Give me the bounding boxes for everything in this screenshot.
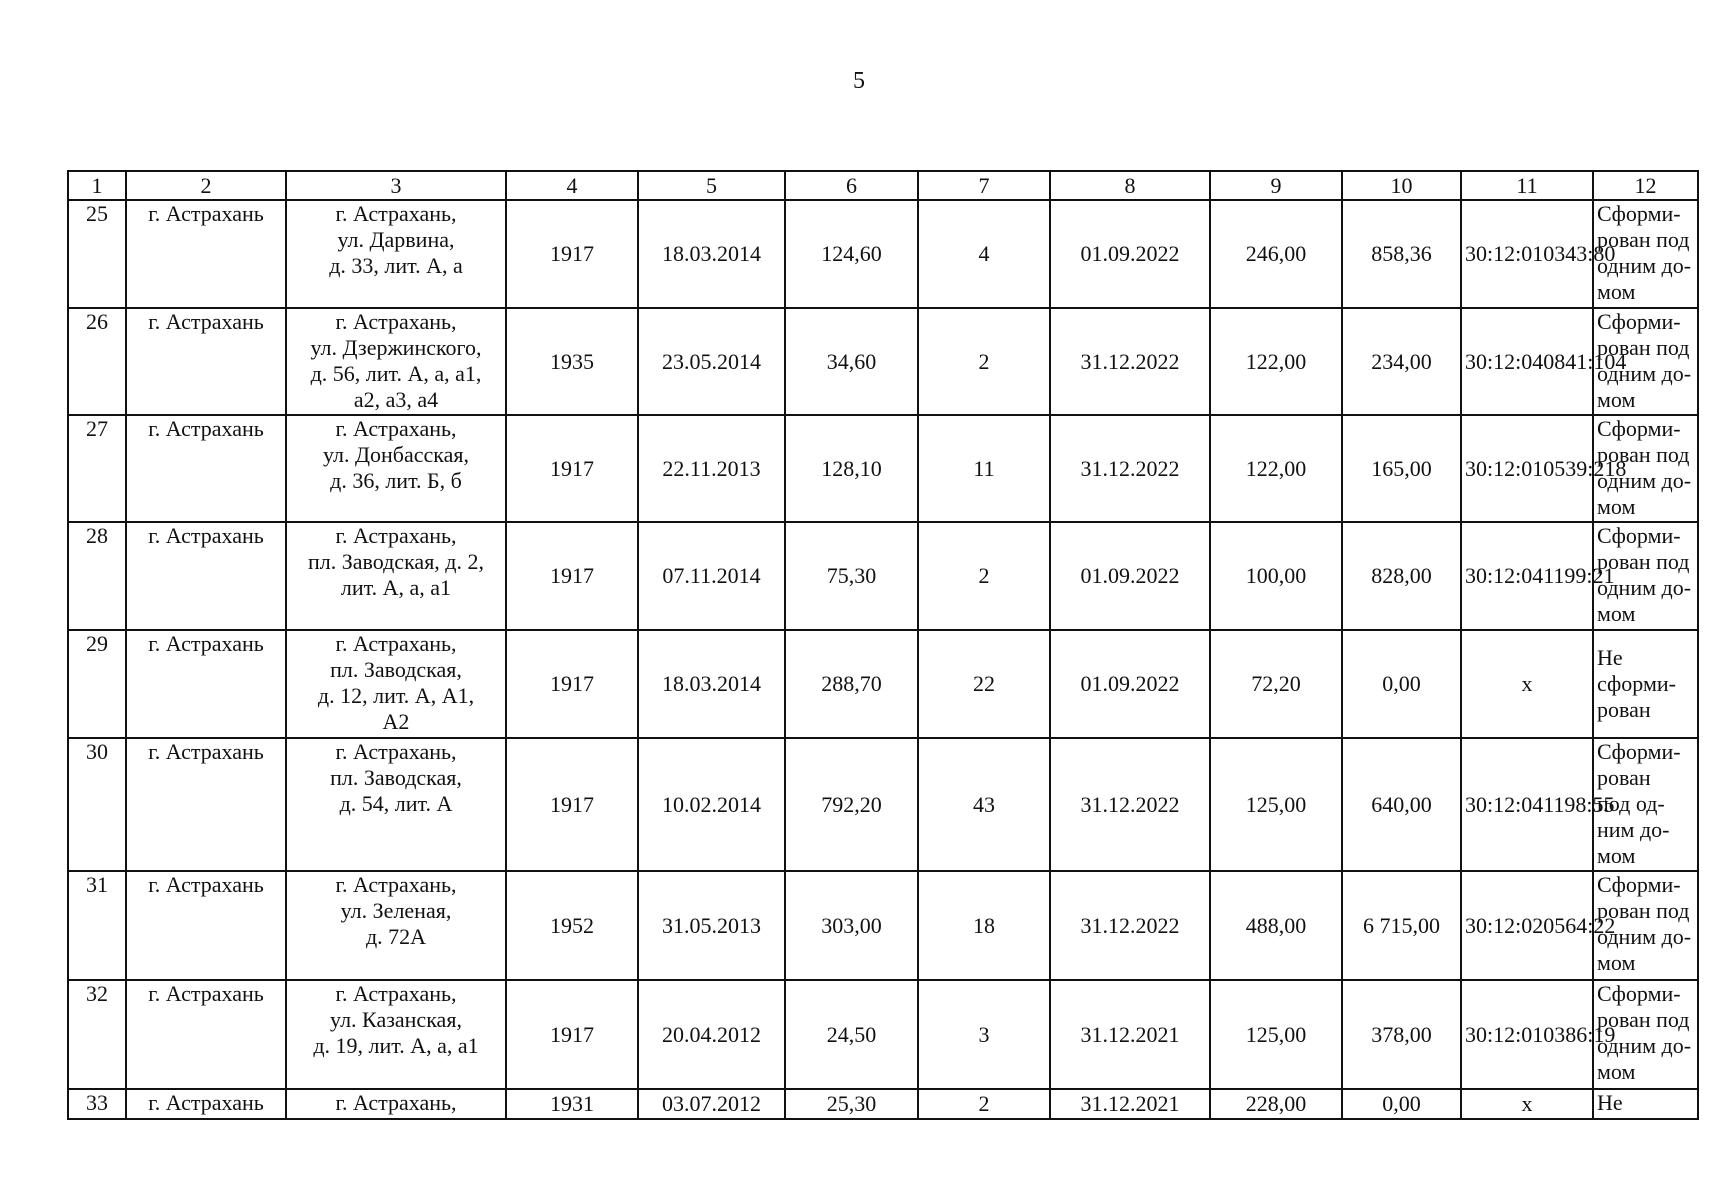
col10-cell: 378,00	[1342, 980, 1461, 1089]
date-cell: 03.07.2012	[638, 1089, 785, 1119]
address-line: д. 33, лит. А, а	[329, 253, 463, 278]
status-line: мом	[1597, 843, 1636, 868]
col10-cell: 234,00	[1342, 308, 1461, 415]
status-line: под од-	[1597, 791, 1665, 816]
address-cell	[286, 871, 506, 980]
deadline-cell: 31.12.2022	[1050, 308, 1210, 415]
col9-cell: 246,00	[1210, 200, 1342, 308]
row-number: 30	[68, 738, 126, 871]
address-line: г. Астрахань,	[335, 201, 457, 226]
status-line: Сформи-	[1597, 739, 1681, 764]
column-header: 7	[918, 171, 1050, 200]
city-cell: г. Астрахань	[126, 871, 286, 980]
year-cell: 1917	[506, 415, 638, 522]
status-line: Сформи-	[1597, 872, 1681, 897]
status-line: одним до-	[1597, 361, 1692, 386]
area-cell: 25,30	[785, 1089, 918, 1119]
year-cell: 1917	[506, 980, 638, 1089]
column-header: 4	[506, 171, 638, 200]
col10-cell: 0,00	[1342, 630, 1461, 738]
row-number: 29	[68, 630, 126, 738]
column-header: 8	[1050, 171, 1210, 200]
status-line: Сформи-	[1597, 981, 1681, 1006]
cadastral-cell: х	[1461, 630, 1593, 738]
address-line: г. Астрахань,	[335, 416, 457, 441]
persons-cell: 11	[918, 415, 1050, 522]
persons-cell: 2	[918, 308, 1050, 415]
status-line: рован под	[1597, 1007, 1690, 1032]
table-row-partial	[68, 1089, 1698, 1119]
year-cell: 1917	[506, 630, 638, 738]
col9-cell: 228,00	[1210, 1089, 1342, 1119]
cadastral-cell: 30:12:041199:21	[1461, 522, 1593, 630]
year-cell: 1917	[506, 738, 638, 871]
status-line: одним до-	[1597, 253, 1692, 278]
cadastral-cell: 30:12:010539:218	[1461, 415, 1593, 522]
city-cell: г. Астрахань	[126, 200, 286, 308]
status-line: рован под	[1597, 227, 1690, 252]
address-line: г. Астрахань,	[335, 523, 457, 548]
status-line: Сформи-	[1597, 201, 1681, 226]
address-line: г. Астрахань,	[335, 872, 457, 897]
status-line: Сформи-	[1597, 523, 1681, 548]
status-line: одним до-	[1597, 468, 1692, 493]
status-line: Сформи-	[1597, 416, 1681, 441]
city-cell: г. Астрахань	[126, 415, 286, 522]
area-cell: 792,20	[785, 738, 918, 871]
cadastral-cell: 30:12:010386:19	[1461, 980, 1593, 1089]
row-number: 26	[68, 308, 126, 415]
cadastral-cell: 30:12:010343:80	[1461, 200, 1593, 308]
address-cell	[286, 200, 506, 308]
status-line: одним до-	[1597, 575, 1692, 600]
row-number: 28	[68, 522, 126, 630]
area-cell: 288,70	[785, 630, 918, 738]
city-cell: г. Астрахань	[126, 980, 286, 1089]
status-line: рован под	[1597, 335, 1690, 360]
area-cell: 24,50	[785, 980, 918, 1089]
col9-cell: 125,00	[1210, 980, 1342, 1089]
status-cell	[1593, 738, 1698, 871]
status-line: Сформи-	[1597, 309, 1681, 334]
status-line: мом	[1597, 601, 1636, 626]
status-cell	[1593, 522, 1698, 630]
row-number: 31	[68, 871, 126, 980]
deadline-cell: 31.12.2022	[1050, 871, 1210, 980]
date-cell: 10.02.2014	[638, 738, 785, 871]
address-line: пл. Заводская,	[330, 765, 462, 790]
col10-cell: 6 715,00	[1342, 871, 1461, 980]
year-cell: 1931	[506, 1089, 638, 1119]
city-cell: г. Астрахань	[126, 630, 286, 738]
persons-cell: 2	[918, 1089, 1050, 1119]
status-line: ним до-	[1597, 817, 1670, 842]
col10-cell: 858,36	[1342, 200, 1461, 308]
col10-cell: 165,00	[1342, 415, 1461, 522]
status-cell	[1593, 630, 1698, 738]
status-line: рован под	[1597, 549, 1690, 574]
deadline-cell: 31.12.2022	[1050, 738, 1210, 871]
status-line: мом	[1597, 1059, 1636, 1084]
column-header: 10	[1342, 171, 1461, 200]
year-cell: 1917	[506, 200, 638, 308]
status-line: мом	[1597, 494, 1636, 519]
deadline-cell: 31.12.2022	[1050, 415, 1210, 522]
date-cell: 20.04.2012	[638, 980, 785, 1089]
year-cell: 1952	[506, 871, 638, 980]
persons-cell: 2	[918, 522, 1050, 630]
register-table	[67, 170, 1699, 1120]
address-cell	[286, 980, 506, 1089]
address-line: г. Астрахань,	[335, 981, 457, 1006]
col9-cell: 122,00	[1210, 415, 1342, 522]
column-header: 9	[1210, 171, 1342, 200]
column-number-row	[68, 171, 1698, 200]
area-cell: 34,60	[785, 308, 918, 415]
column-header: 5	[638, 171, 785, 200]
status-line: мом	[1597, 950, 1636, 975]
cadastral-cell: х	[1461, 1089, 1593, 1119]
address-line: г. Астрахань,	[335, 631, 457, 656]
status-line: мом	[1597, 387, 1636, 412]
address-line: лит. А, а, а1	[340, 575, 452, 600]
persons-cell: 18	[918, 871, 1050, 980]
status-line: рован под	[1597, 442, 1690, 467]
column-header: 1	[68, 171, 126, 200]
area-cell: 303,00	[785, 871, 918, 980]
deadline-cell: 31.12.2021	[1050, 1089, 1210, 1119]
address-cell	[286, 630, 506, 738]
col10-cell: 0,00	[1342, 1089, 1461, 1119]
city-cell: г. Астрахань	[126, 1089, 286, 1119]
table-row	[68, 200, 1698, 308]
col9-cell: 122,00	[1210, 308, 1342, 415]
address-line: пл. Заводская,	[330, 657, 462, 682]
cadastral-cell: 30:12:041198:55	[1461, 738, 1593, 871]
address-cell	[286, 308, 506, 415]
year-cell: 1935	[506, 308, 638, 415]
address-line: д. 19, лит. А, а, а1	[313, 1033, 479, 1058]
area-cell: 75,30	[785, 522, 918, 630]
column-header: 6	[785, 171, 918, 200]
date-cell: 18.03.2014	[638, 630, 785, 738]
deadline-cell: 01.09.2022	[1050, 200, 1210, 308]
col9-cell: 488,00	[1210, 871, 1342, 980]
page-number: 5	[853, 68, 865, 94]
status-cell	[1593, 980, 1698, 1089]
column-header: 11	[1461, 171, 1593, 200]
area-cell: 124,60	[785, 200, 918, 308]
cadastral-cell: 30:12:020564:22	[1461, 871, 1593, 980]
row-number: 32	[68, 980, 126, 1089]
deadline-cell: 01.09.2022	[1050, 630, 1210, 738]
row-number: 27	[68, 415, 126, 522]
status-cell	[1593, 415, 1698, 522]
status-cell: Не	[1593, 1089, 1698, 1119]
date-cell: 23.05.2014	[638, 308, 785, 415]
deadline-cell: 31.12.2021	[1050, 980, 1210, 1089]
date-cell: 07.11.2014	[638, 522, 785, 630]
col10-cell: 828,00	[1342, 522, 1461, 630]
status-line: Не	[1597, 645, 1623, 670]
city-cell: г. Астрахань	[126, 308, 286, 415]
table-row	[68, 630, 1698, 738]
status-line: одним до-	[1597, 924, 1692, 949]
row-number: 33	[68, 1089, 126, 1119]
year-cell: 1917	[506, 522, 638, 630]
address-line: ул. Донбасская,	[322, 442, 470, 467]
col9-cell: 100,00	[1210, 522, 1342, 630]
address-line: а2, а3, а4	[353, 387, 439, 412]
status-line: одним до-	[1597, 1033, 1692, 1058]
row-number: 25	[68, 200, 126, 308]
address-line: ул. Дарвина,	[337, 227, 455, 252]
address-cell: г. Астрахань,	[286, 1089, 506, 1119]
city-cell: г. Астрахань	[126, 738, 286, 871]
address-line: ул. Казанская,	[330, 1007, 462, 1032]
table-row	[68, 738, 1698, 871]
address-line: А2	[382, 709, 410, 734]
column-header: 2	[126, 171, 286, 200]
table-row	[68, 980, 1698, 1089]
status-line: рован	[1597, 697, 1651, 722]
status-cell	[1593, 308, 1698, 415]
date-cell: 31.05.2013	[638, 871, 785, 980]
address-line: ул. Зеленая,	[340, 898, 452, 923]
col10-cell: 640,00	[1342, 738, 1461, 871]
col9-cell: 125,00	[1210, 738, 1342, 871]
area-cell: 128,10	[785, 415, 918, 522]
address-line: ул. Дзержинского,	[310, 335, 482, 360]
deadline-cell: 01.09.2022	[1050, 522, 1210, 630]
column-header: 12	[1593, 171, 1698, 200]
address-cell	[286, 738, 506, 871]
status-line: рован под	[1597, 898, 1690, 923]
status-line: мом	[1597, 279, 1636, 304]
status-cell	[1593, 200, 1698, 308]
address-cell	[286, 522, 506, 630]
address-line: пл. Заводская, д. 2,	[307, 549, 485, 574]
table-row	[68, 522, 1698, 630]
persons-cell: 22	[918, 630, 1050, 738]
table-row	[68, 308, 1698, 415]
date-cell: 18.03.2014	[638, 200, 785, 308]
address-line: г. Астрахань,	[335, 739, 457, 764]
table-body-tail	[68, 1089, 1698, 1119]
persons-cell: 4	[918, 200, 1050, 308]
cadastral-cell: 30:12:040841:104	[1461, 308, 1593, 415]
column-header: 3	[286, 171, 506, 200]
status-cell	[1593, 871, 1698, 980]
status-line: сформи-	[1597, 671, 1676, 696]
date-cell: 22.11.2013	[638, 415, 785, 522]
city-cell: г. Астрахань	[126, 522, 286, 630]
address-line: д. 56, лит. А, а, а1,	[310, 361, 482, 386]
table-row	[68, 415, 1698, 522]
address-line: д. 72А	[365, 924, 427, 949]
address-line: д. 36, лит. Б, б	[330, 468, 462, 493]
table-body	[68, 200, 1698, 1089]
persons-cell: 43	[918, 738, 1050, 871]
persons-cell: 3	[918, 980, 1050, 1089]
address-line: д. 12, лит. А, А1,	[317, 683, 475, 708]
address-cell	[286, 415, 506, 522]
address-line: г. Астрахань,	[335, 309, 457, 334]
address-line: д. 54, лит. А	[339, 791, 453, 816]
table-row	[68, 871, 1698, 980]
status-line: рован	[1597, 765, 1651, 790]
col9-cell: 72,20	[1210, 630, 1342, 738]
